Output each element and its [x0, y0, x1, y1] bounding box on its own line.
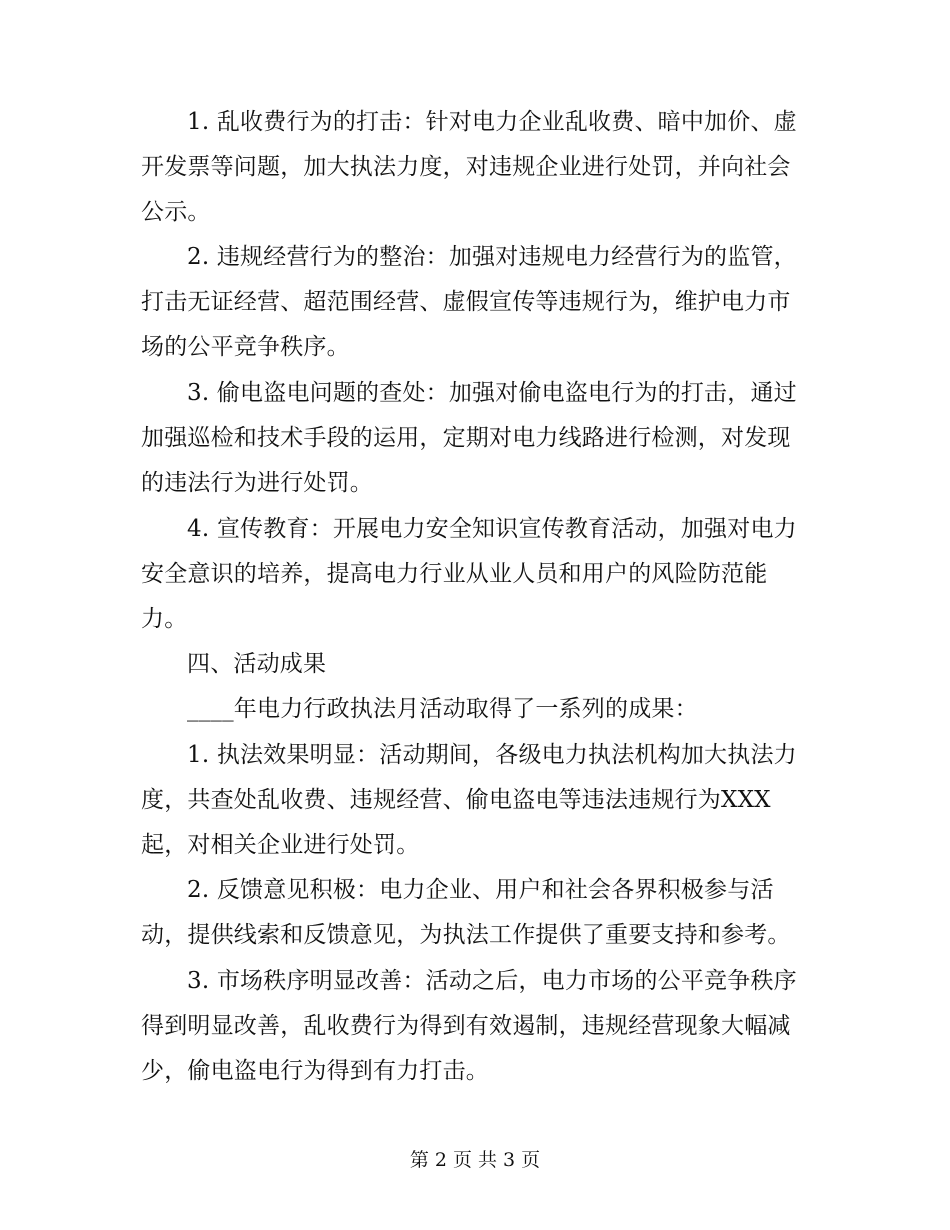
page-footer: 第 2 页 共 3 页	[409, 1149, 541, 1171]
paragraph-line: 度，共查处乱收费、违规经营、偷电盗电等违法违规行为XXX	[141, 787, 771, 813]
paragraph-line: 开发票等问题，加大执法力度，对违规企业进行处罚，并向社会	[141, 154, 791, 180]
paragraph-line: 少，偷电盗电行为得到有力打击。	[141, 1058, 489, 1084]
paragraph-line: 起，对相关企业进行处罚。	[141, 832, 420, 858]
paragraph-line: 得到明显改善，乱收费行为得到有效遏制，违规经营现象大幅减	[141, 1013, 791, 1039]
paragraph-line: 1. 执法效果明显：活动期间，各级电力执法机构加大执法力	[187, 742, 797, 768]
paragraph-line: 2. 违规经营行为的整治：加强对违规电力经营行为的监管，	[187, 244, 797, 270]
paragraph-line: 力。	[141, 606, 188, 632]
paragraph-line: 1. 乱收费行为的打击：针对电力企业乱收费、暗中加价、虚	[187, 109, 797, 135]
paragraph-line: 动，提供线索和反馈意见，为执法工作提供了重要支持和参考。	[141, 922, 791, 948]
paragraph-line: 4. 宣传教育：开展电力安全知识宣传教育活动，加强对电力	[187, 516, 797, 542]
paragraph-line: 打击无证经营、超范围经营、虚假宣传等违规行为，维护电力市	[141, 289, 791, 315]
paragraph-line: 场的公平竞争秩序。	[141, 334, 350, 360]
section-heading: 四、活动成果	[187, 651, 327, 677]
paragraph-line: 加强巡检和技术手段的运用，定期对电力线路进行检测，对发现	[141, 425, 791, 451]
paragraph-line: 安全意识的培养，提高电力行业从业人员和用户的风险防范能	[141, 561, 768, 587]
paragraph-line: 的违法行为进行处罚。	[141, 470, 373, 496]
paragraph-line: 3. 市场秩序明显改善：活动之后，电力市场的公平竞争秩序	[187, 968, 797, 994]
paragraph-line: 公示。	[141, 199, 211, 225]
paragraph-line: 3. 偷电盗电问题的查处：加强对偷电盗电行为的打击，通过	[187, 380, 797, 406]
paragraph-line: ____年电力行政执法月活动取得了一系列的成果：	[187, 696, 698, 722]
paragraph-line: 2. 反馈意见积极：电力企业、用户和社会各界积极参与活	[187, 877, 774, 903]
